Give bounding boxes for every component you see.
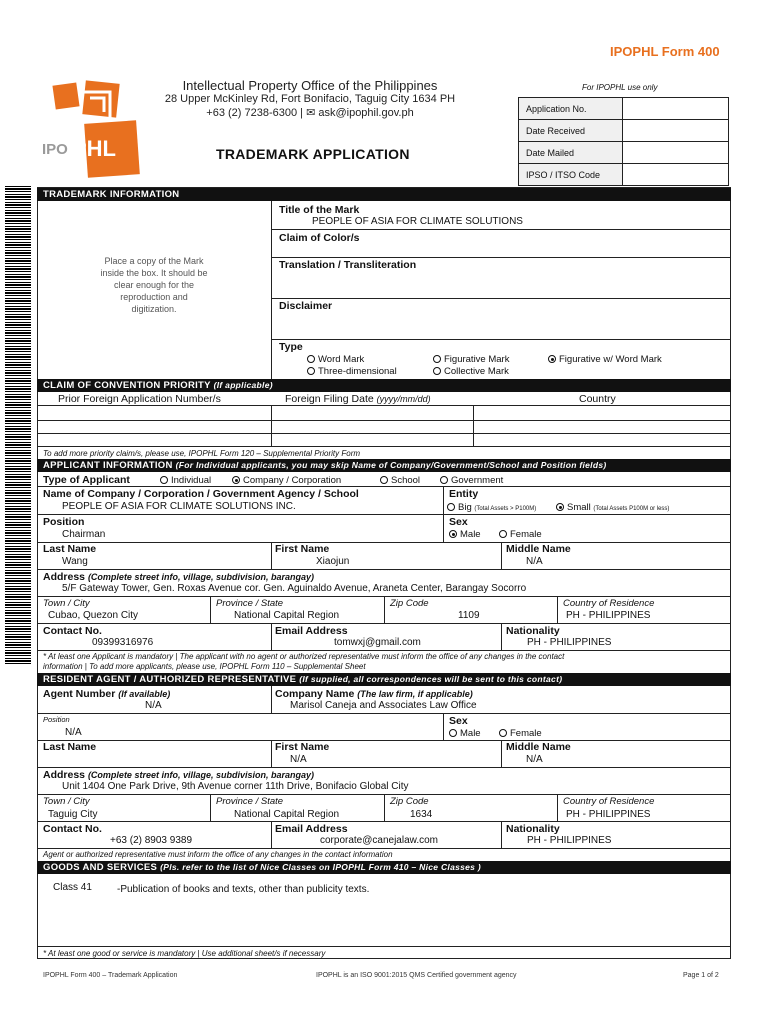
applicant-zip-value[interactable]: 1109 <box>458 610 480 621</box>
agent-company-value[interactable]: Marisol Caneja and Associates Law Office <box>290 700 477 711</box>
applicant-note-1: * At least one Applicant is mandatory | The applicant with no agent or authorized representative must inform the office of any changes in the contact <box>43 652 565 661</box>
radio-icon[interactable] <box>307 355 315 363</box>
mark-title-value[interactable]: PEOPLE OF ASIA FOR CLIMATE SOLUTIONS <box>312 216 523 227</box>
agent-note: Agent or authorized representative must inform the office of any changes in the contact information <box>43 850 393 859</box>
radio-icon[interactable] <box>433 355 441 363</box>
office-use-label: IPSO / ITSO Code <box>519 164 623 186</box>
document-title: TRADEMARK APPLICATION <box>216 146 410 162</box>
radio-icon[interactable] <box>380 476 388 484</box>
radio-selected-icon[interactable] <box>548 355 556 363</box>
agent-number-label: Agent Number (If available) <box>43 688 171 700</box>
office-use-caption: For IPOPHL use only <box>582 83 658 92</box>
type-figurative-mark[interactable]: Figurative Mark <box>433 354 509 365</box>
entity-big[interactable]: Big (Total Assets > P100M) <box>447 502 536 513</box>
footer-form-name: IPOPHL Form 400 – Trademark Application <box>43 972 178 979</box>
office-use-field <box>623 120 729 142</box>
applicant-last-name-label: Last Name <box>43 543 97 555</box>
agent-sex-label: Sex <box>449 715 468 727</box>
mark-title-label: Title of the Mark <box>279 204 360 216</box>
applicant-sex-label: Sex <box>449 516 468 528</box>
applicant-company-value[interactable]: PEOPLE OF ASIA FOR CLIMATE SOLUTIONS INC. <box>62 501 296 512</box>
radio-icon[interactable] <box>499 530 507 538</box>
agent-nationality-label: Nationality <box>506 823 560 835</box>
applicant-zip-label: Zip Code <box>390 598 429 609</box>
office-use-field <box>623 98 729 120</box>
agent-nationality-value[interactable]: PH - PHILIPPINES <box>527 835 612 846</box>
agent-email-label: Email Address <box>275 823 348 835</box>
applicant-country-label: Country of Residence <box>563 598 655 609</box>
agent-email-value[interactable]: corporate@canejalaw.com <box>320 835 438 846</box>
applicant-last-name-value[interactable]: Wang <box>62 556 88 567</box>
priority-bar: CLAIM OF CONVENTION PRIORITY (If applicable) <box>37 379 731 392</box>
radio-selected-icon[interactable] <box>556 503 564 511</box>
priority-col-country: Country <box>579 393 616 405</box>
type-figurative-word-mark[interactable]: Figurative w/ Word Mark <box>548 354 662 365</box>
trademark-info-bar: TRADEMARK INFORMATION <box>37 188 731 201</box>
agent-address-value[interactable]: Unit 1404 One Park Drive, 9th Avenue corner 11th Drive, Bonifacio Global City <box>62 781 409 792</box>
barcode <box>5 186 31 666</box>
applicant-type-label: Type of Applicant <box>43 474 130 486</box>
applicant-position-value[interactable]: Chairman <box>62 529 106 540</box>
agent-first-name-label: First Name <box>275 741 330 753</box>
agent-sex-male[interactable]: Male <box>449 728 481 739</box>
type-word-mark[interactable]: Word Mark <box>307 354 364 365</box>
entity-label: Entity <box>449 488 479 500</box>
footer-iso-note: IPOPHL is an ISO 9001:2015 QMS Certified government agency <box>316 972 517 979</box>
agent-zip-label: Zip Code <box>390 796 429 807</box>
type-label: Type <box>279 341 303 353</box>
radio-selected-icon[interactable] <box>232 476 240 484</box>
applicant-town-value[interactable]: Cubao, Quezon City <box>48 610 139 621</box>
applicant-type-individual[interactable]: Individual <box>160 475 211 486</box>
agent-zip-value[interactable]: 1634 <box>410 809 433 820</box>
priority-col-number: Prior Foreign Application Number/s <box>58 393 221 405</box>
radio-icon[interactable] <box>449 729 457 737</box>
applicant-country-value[interactable]: PH - PHILIPPINES <box>566 610 651 621</box>
applicant-type-company[interactable]: Company / Corporation <box>232 475 341 486</box>
radio-icon[interactable] <box>433 367 441 375</box>
radio-icon[interactable] <box>160 476 168 484</box>
applicant-type-government[interactable]: Government <box>440 475 503 486</box>
agent-town-label: Town / City <box>43 796 90 807</box>
applicant-nationality-label: Nationality <box>506 625 560 637</box>
agent-country-label: Country of Residence <box>563 796 655 807</box>
office-use-label: Date Received <box>519 120 623 142</box>
claim-color-label: Claim of Color/s <box>279 232 360 244</box>
ipophl-logo <box>40 78 140 188</box>
agent-number-value[interactable]: N/A <box>145 700 162 711</box>
applicant-address-value[interactable]: 5/F Gateway Tower, Gen. Roxas Avenue cor. Gen. Aguinaldo Avenue, Araneta Center, Barangay Socorro <box>62 583 527 594</box>
office-contact: +63 (2) 7238-6300 | ✉ ask@ipophil.gov.ph <box>206 107 414 119</box>
radio-icon[interactable] <box>307 367 315 375</box>
applicant-type-school[interactable]: School <box>380 475 420 486</box>
applicant-bar: APPLICANT INFORMATION (For Individual applicants, you may skip Name of Company/Government/School and Position fields) <box>37 459 731 472</box>
applicant-address-label: Address (Complete street info, village, subdivision, barangay) <box>43 571 314 583</box>
applicant-middle-name-label: Middle Name <box>506 543 571 555</box>
office-use-field <box>623 164 729 186</box>
type-three-dimensional[interactable]: Three-dimensional <box>307 366 397 377</box>
logo-text-phl: PHL <box>72 136 116 161</box>
applicant-province-label: Province / State <box>216 598 284 609</box>
office-address: 28 Upper McKinley Rd, Fort Bonifacio, Taguig City 1634 PH <box>164 93 456 105</box>
office-use-label: Application No. <box>519 98 623 120</box>
applicant-middle-name-value[interactable]: N/A <box>526 556 543 567</box>
radio-icon[interactable] <box>447 503 455 511</box>
type-collective-mark[interactable]: Collective Mark <box>433 366 509 377</box>
applicant-note-2: information | To add more applicants, please use, IPOPHL Form 110 – Supplemental Sheet <box>43 662 366 671</box>
applicant-email-value[interactable]: tomwxj@gmail.com <box>334 637 421 648</box>
applicant-position-label: Position <box>43 516 85 528</box>
radio-icon[interactable] <box>499 729 507 737</box>
agent-first-name-value[interactable]: N/A <box>290 754 307 765</box>
goods-bar: GOODS AND SERVICES (Pls. refer to the list of Nice Classes on IPOPHL Form 410 – Nice Classes ) <box>37 861 731 874</box>
priority-note: To add more priority claim/s, please use, IPOPHL Form 120 – Supplemental Priority Form <box>43 449 361 458</box>
agent-middle-name-label: Middle Name <box>506 741 571 753</box>
applicant-nationality-value[interactable]: PH - PHILIPPINES <box>527 637 612 648</box>
applicant-province-value[interactable]: National Capital Region <box>234 610 340 621</box>
agent-contact-value[interactable]: +63 (2) 8903 9389 <box>110 835 193 846</box>
goods-note: * At least one good or service is mandatory | Use additional sheet/s if necessary <box>43 949 326 958</box>
agent-address-label: Address (Complete street info, village, subdivision, barangay) <box>43 769 314 781</box>
agent-position-value[interactable]: N/A <box>65 727 82 738</box>
goods-class[interactable]: Class 41 <box>53 882 92 893</box>
radio-icon[interactable] <box>440 476 448 484</box>
applicant-first-name-value[interactable]: Xiaojun <box>316 556 350 567</box>
radio-selected-icon[interactable] <box>449 530 457 538</box>
mark-placeholder[interactable]: Place a copy of the Mark inside the box. It should be clear enough for the reproduction and digitization. <box>100 256 208 314</box>
applicant-contact-value[interactable]: 09399316976 <box>92 637 154 648</box>
agent-middle-name-value[interactable]: N/A <box>526 754 543 765</box>
form-number: IPOPHL Form 400 <box>610 44 720 59</box>
applicant-company-label: Name of Company / Corporation / Government Agency / School <box>43 488 359 500</box>
agent-province-label: Province / State <box>216 796 284 807</box>
applicant-sex-female[interactable]: Female <box>499 529 542 540</box>
translation-label: Translation / Transliteration <box>279 259 417 271</box>
agent-position-label: Position <box>43 715 70 724</box>
applicant-sex-male[interactable]: Male <box>449 529 481 540</box>
agent-town-value[interactable]: Taguig City <box>48 809 98 820</box>
footer-page-number: Page 1 of 2 <box>683 972 719 979</box>
agent-country-value[interactable]: PH - PHILIPPINES <box>566 809 651 820</box>
applicant-town-label: Town / City <box>43 598 90 609</box>
applicant-first-name-label: First Name <box>275 543 330 555</box>
agent-province-value[interactable]: National Capital Region <box>234 809 340 820</box>
agent-company-label: Company Name (The law firm, if applicable) <box>275 688 473 700</box>
office-use-label: Date Mailed <box>519 142 623 164</box>
agent-sex-female[interactable]: Female <box>499 728 542 739</box>
goods-description[interactable]: -Publication of books and texts, other than publicity texts. <box>117 884 370 895</box>
office-use-field <box>623 142 729 164</box>
agent-contact-label: Contact No. <box>43 823 102 835</box>
logo-text-ipo: IPO <box>42 141 68 158</box>
entity-small[interactable]: Small (Total Assets P100M or less) <box>556 502 669 513</box>
disclaimer-label: Disclaimer <box>279 300 333 312</box>
priority-col-date: Foreign Filing Date (yyyy/mm/dd) <box>285 393 431 405</box>
office-name: Intellectual Property Office of the Philippines <box>182 78 438 93</box>
agent-bar: RESIDENT AGENT / AUTHORIZED REPRESENTATIVE (If supplied, all correspondences will be sent to this contact) <box>37 673 731 686</box>
office-use-table <box>518 97 729 186</box>
agent-last-name-label: Last Name <box>43 741 97 753</box>
applicant-email-label: Email Address <box>275 625 348 637</box>
applicant-contact-label: Contact No. <box>43 625 102 637</box>
